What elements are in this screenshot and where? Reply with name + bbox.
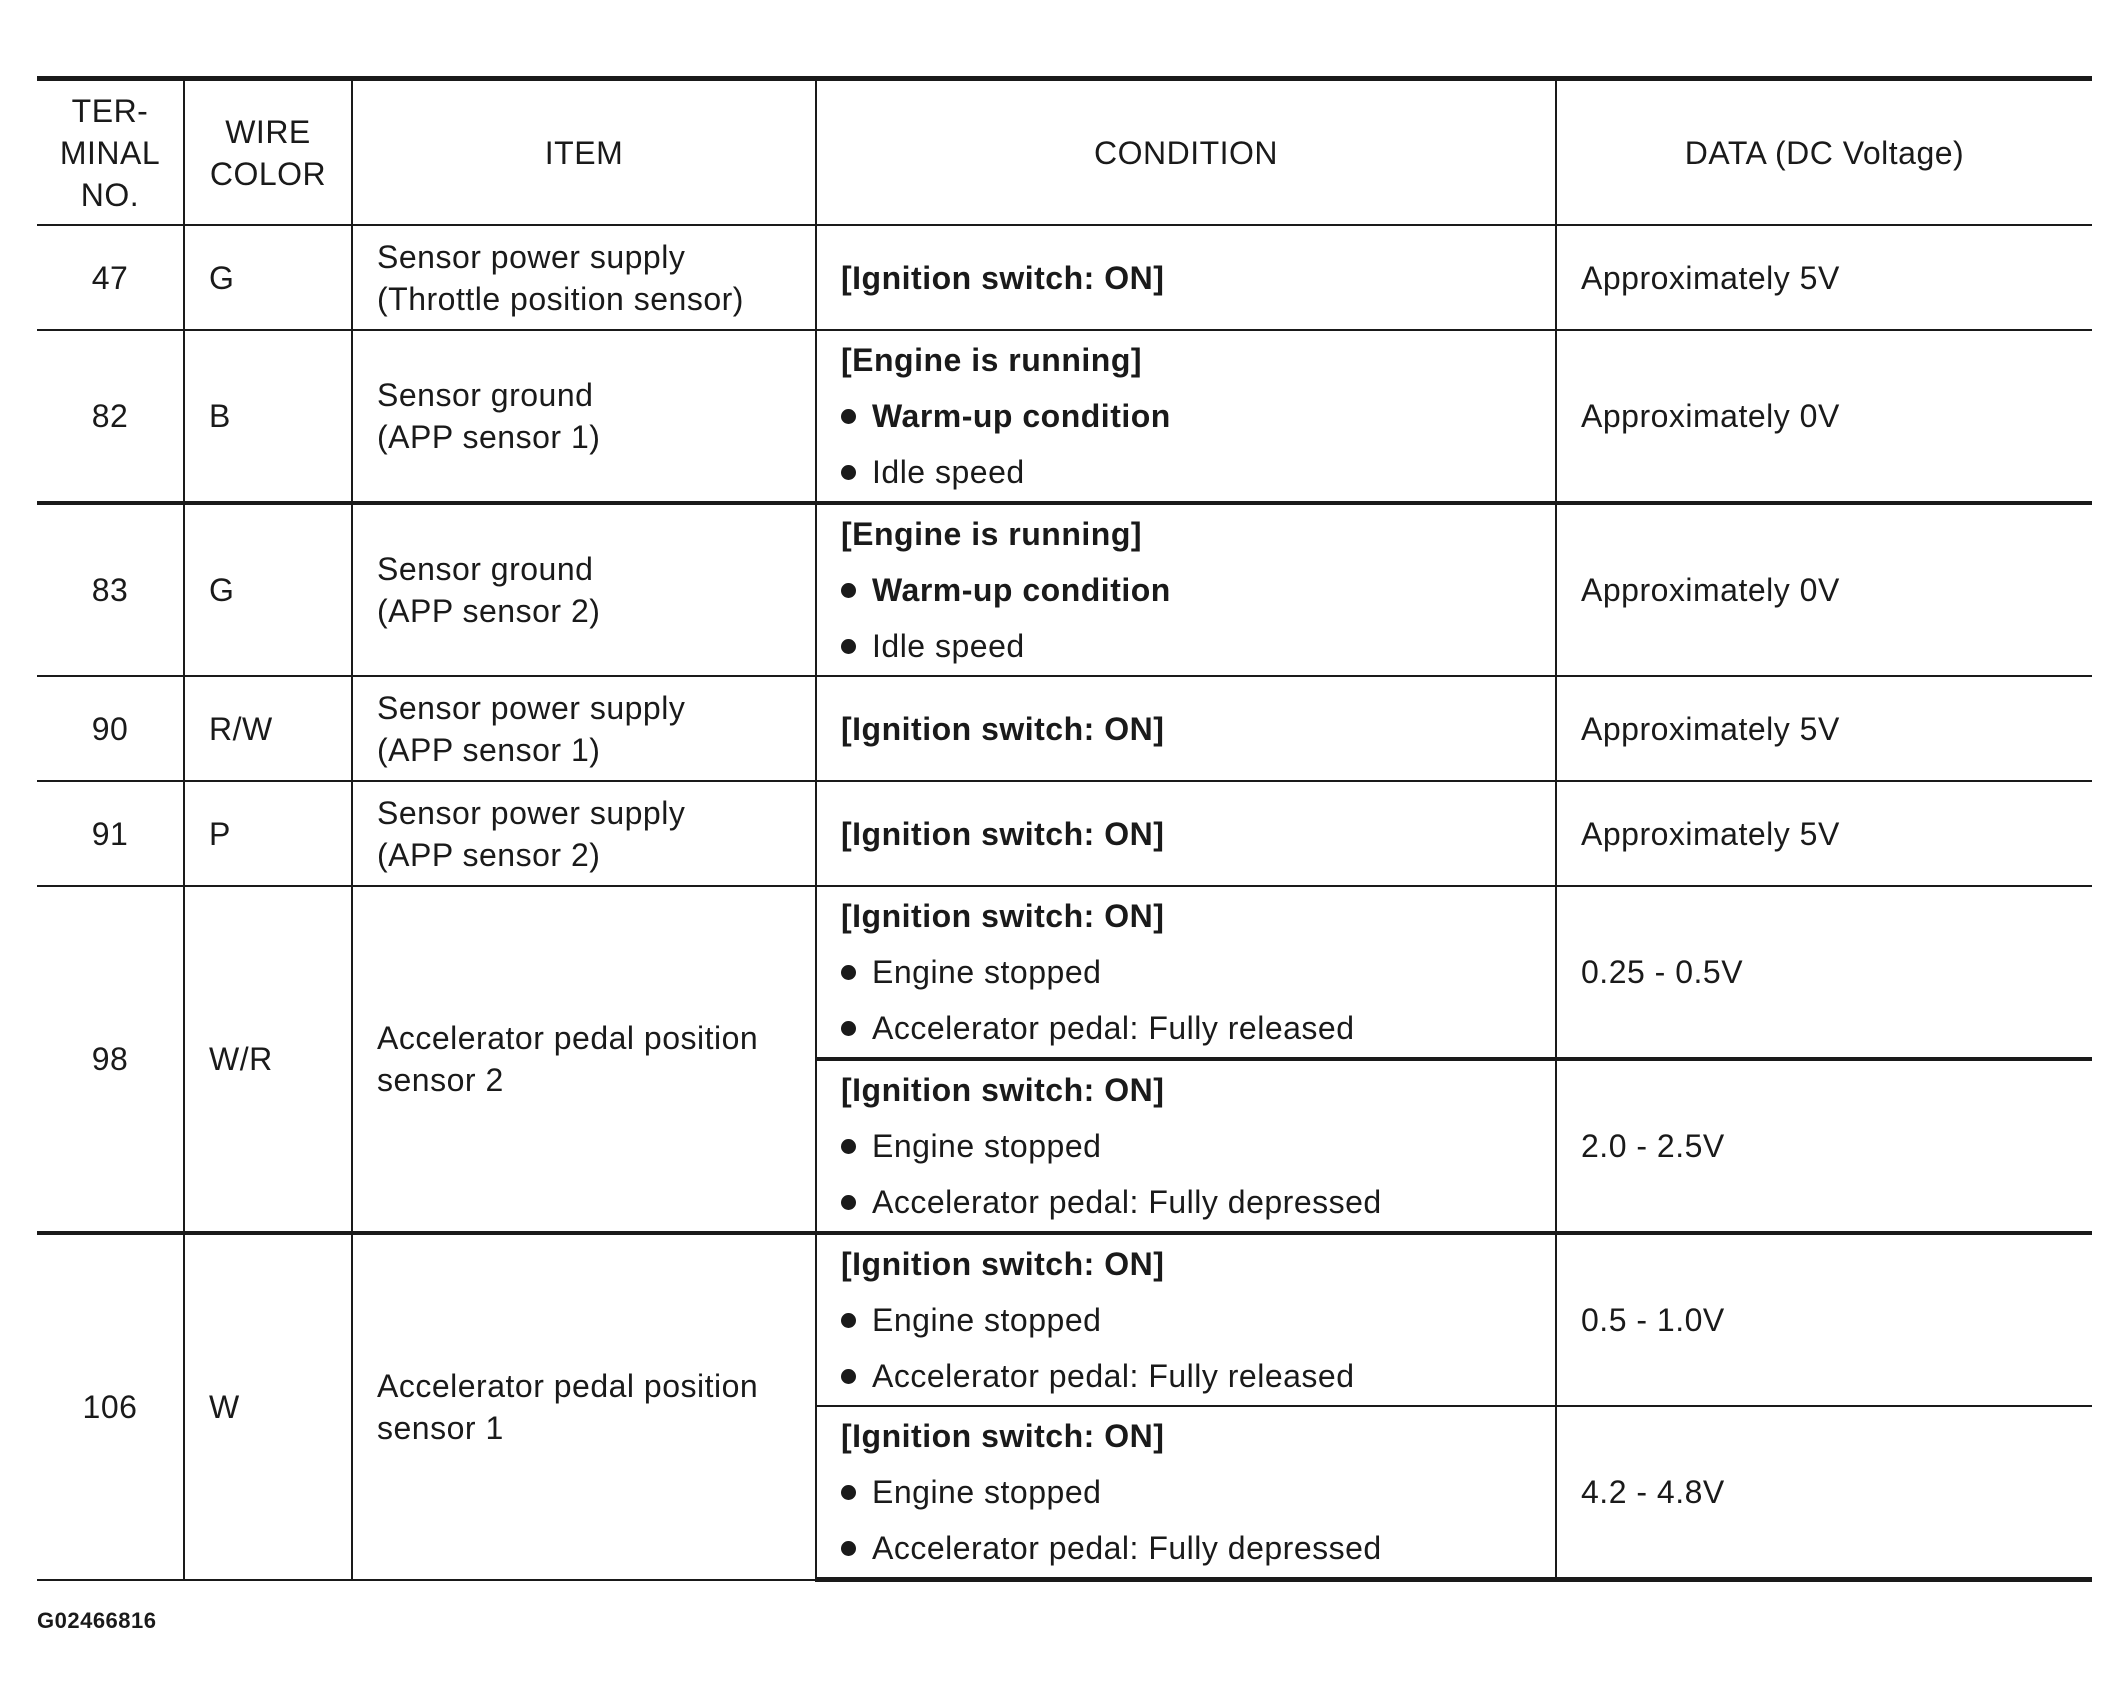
table-row — [37, 886, 2092, 1059]
terminal-number: 98 — [37, 886, 184, 1233]
header-item: ITEM — [352, 79, 816, 226]
wire-color: G — [184, 225, 352, 330]
condition-cell — [816, 330, 1556, 503]
data-cell: Approximately 5V — [1556, 781, 2092, 886]
data-cell: Approximately 0V — [1556, 330, 2092, 503]
wire-color: B — [184, 330, 352, 503]
figure-code: G02466816 — [37, 1608, 157, 1633]
condition-bullet: Accelerator pedal: Fully depressed — [841, 1520, 1531, 1576]
data-cell: Approximately 5V — [1556, 225, 2092, 330]
bullet-dot-icon — [841, 639, 856, 654]
item-cell: Sensor ground (APP sensor 1) — [352, 330, 816, 503]
wire-color: W/R — [184, 886, 352, 1233]
bullet-dot-icon — [841, 1195, 856, 1210]
condition-bullet: Accelerator pedal: Fully released — [841, 1348, 1531, 1404]
data-cell: 0.25 - 0.5V — [1556, 886, 2092, 1059]
condition-heading: [Ignition switch: ON] — [841, 1246, 1165, 1282]
condition-heading: [Ignition switch: ON] — [841, 815, 1165, 852]
wire-color: R/W — [184, 676, 352, 781]
bullet-dot-icon — [841, 1313, 856, 1328]
table-row — [37, 781, 2092, 886]
data-cell: 4.2 - 4.8V — [1556, 1406, 2092, 1580]
bullet-dot-icon — [841, 1369, 856, 1384]
terminal-data-table — [37, 76, 2092, 1582]
condition-bullet: Engine stopped — [841, 1464, 1531, 1520]
terminal-data-table-container — [37, 76, 2092, 1582]
condition-heading: [Ignition switch: ON] — [841, 1072, 1165, 1108]
bullet-dot-icon — [841, 583, 856, 598]
data-cell: Approximately 5V — [1556, 676, 2092, 781]
table-row — [37, 330, 2092, 503]
item-cell: Sensor power supply (Throttle position sensor) — [352, 225, 816, 330]
item-cell: Sensor ground (APP sensor 2) — [352, 503, 816, 676]
bullet-dot-icon — [841, 965, 856, 980]
table-row — [37, 1233, 2092, 1406]
bullet-dot-icon — [841, 1541, 856, 1556]
item-cell: Sensor power supply (APP sensor 2) — [352, 781, 816, 886]
condition-cell — [816, 1233, 1556, 1406]
condition-bullet: Engine stopped — [841, 1292, 1531, 1348]
condition-bullet: Accelerator pedal: Fully depressed — [841, 1174, 1531, 1230]
condition-heading: [Ignition switch: ON] — [841, 710, 1165, 747]
condition-bullet: Warm-up condition — [841, 562, 1531, 618]
terminal-number: 91 — [37, 781, 184, 886]
bullet-dot-icon — [841, 465, 856, 480]
terminal-number: 82 — [37, 330, 184, 503]
condition-bullet: Accelerator pedal: Fully released — [841, 1000, 1531, 1056]
condition-cell — [816, 1059, 1556, 1233]
item-cell: Accelerator pedal position sensor 1 — [352, 1233, 816, 1580]
condition-bullet: Engine stopped — [841, 1118, 1531, 1174]
wire-color: G — [184, 503, 352, 676]
condition-bullet: Idle speed — [841, 444, 1531, 500]
wire-color: P — [184, 781, 352, 886]
header-data: DATA (DC Voltage) — [1556, 79, 2092, 226]
item-cell: Sensor power supply (APP sensor 1) — [352, 676, 816, 781]
header-row — [37, 79, 2092, 226]
bullet-dot-icon — [841, 1485, 856, 1500]
condition-heading: [Engine is running] — [841, 516, 1143, 552]
table-row — [37, 676, 2092, 781]
condition-heading: [Ignition switch: ON] — [841, 259, 1165, 296]
header-condition: CONDITION — [816, 79, 1556, 226]
header-terminal-no: TER- MINAL NO. — [37, 79, 184, 226]
condition-cell — [816, 1406, 1556, 1580]
terminal-number: 83 — [37, 503, 184, 676]
table-row — [37, 225, 2092, 330]
data-cell: Approximately 0V — [1556, 503, 2092, 676]
bullet-dot-icon — [841, 1139, 856, 1154]
table-row — [37, 503, 2092, 676]
bullet-dot-icon — [841, 409, 856, 424]
condition-heading: [Ignition switch: ON] — [841, 898, 1165, 934]
terminal-number: 90 — [37, 676, 184, 781]
condition-heading: [Ignition switch: ON] — [841, 1418, 1165, 1454]
data-cell: 2.0 - 2.5V — [1556, 1059, 2092, 1233]
data-cell: 0.5 - 1.0V — [1556, 1233, 2092, 1406]
terminal-number: 106 — [37, 1233, 184, 1580]
condition-cell — [816, 676, 1556, 781]
condition-heading: [Engine is running] — [841, 342, 1143, 378]
header-wire-color: WIRE COLOR — [184, 79, 352, 226]
condition-bullet: Engine stopped — [841, 944, 1531, 1000]
condition-bullet: Warm-up condition — [841, 388, 1531, 444]
condition-cell — [816, 886, 1556, 1059]
condition-cell — [816, 225, 1556, 330]
item-cell: Accelerator pedal position sensor 2 — [352, 886, 816, 1233]
condition-cell — [816, 781, 1556, 886]
terminal-number: 47 — [37, 225, 184, 330]
bullet-dot-icon — [841, 1021, 856, 1036]
wire-color: W — [184, 1233, 352, 1580]
condition-cell — [816, 503, 1556, 676]
condition-bullet: Idle speed — [841, 618, 1531, 674]
